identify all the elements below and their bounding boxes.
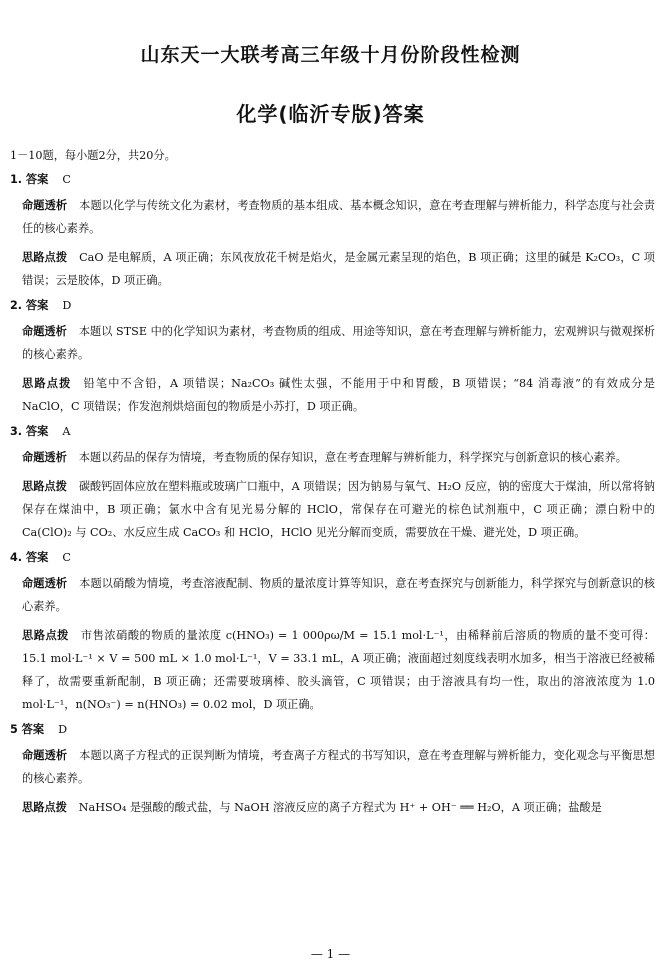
question-head [10, 298, 655, 314]
hint-label: 思路点拨 [22, 251, 68, 264]
question-block [10, 298, 655, 418]
question-block [10, 424, 655, 544]
hint-paragraph [22, 246, 655, 292]
analysis-paragraph [22, 194, 655, 240]
question-head [10, 722, 655, 738]
analysis-label: 命题透析 [22, 749, 68, 762]
hint-paragraph [22, 796, 655, 819]
answer-letter: A [62, 425, 71, 438]
question-block [10, 550, 655, 716]
hint-label: 思路点拨 [22, 377, 72, 390]
hint-label: 思路点拨 [22, 480, 67, 493]
page-subtitle: 化学(临沂专版)答案 [236, 102, 425, 126]
hint-paragraph [22, 624, 655, 716]
hint-label: 思路点拨 [22, 801, 67, 814]
answer-letter: C [62, 173, 71, 186]
answer-content [10, 148, 655, 825]
hint-text: CaO 是电解质，A 项正确；东风夜放花千树是焰火，是金属元素呈现的焰色，B 项正确；这里的碱是 K₂CO₃，C 项错误；云是胶体，D 项正确。 [22, 251, 655, 287]
analysis-label: 命题透析 [22, 325, 67, 338]
analysis-text: 本题以硝酸为情境，考查溶液配制、物质的量浓度计算等知识，意在考查探究与创新能力，科学探究与创新意识的核心素养。 [22, 577, 655, 613]
analysis-paragraph [22, 446, 655, 469]
hint-paragraph [22, 372, 655, 418]
question-number: 1. 答案 [10, 173, 49, 186]
page-title: 山东天一大联考高三年级十月份阶段性检测 [140, 44, 521, 66]
hint-text: 铅笔中不含铅，A 项错误；Na₂CO₃ 碱性太强，不能用于中和胃酸，B 项错误；“84 消毒液”的有效成分是 NaClO，C 项错误；作发泡剂烘焙面包的物质是小苏打，D 项正确。 [22, 377, 655, 413]
analysis-text: 本题以化学与传统文化为素材，考查物质的基本组成、基本概念知识，意在考查理解与辨析能力，科学态度与社会责任的核心素养。 [22, 199, 655, 235]
question-block [10, 722, 655, 819]
question-head [10, 172, 655, 188]
analysis-paragraph [22, 572, 655, 618]
analysis-label: 命题透析 [22, 577, 68, 590]
hint-text: 市售浓硝酸的物质的量浓度 c(HNO₃) = 1 000ρω/M = 15.1 mol·L⁻¹，由稀释前后溶质的物质的量不变可得：15.1 mol·L⁻¹ × V = 500 mL × 1.0 mol·L⁻¹，V = 33.1 mL，A 项正确；液面超过刻度线表明水加多，相当于溶液已经被稀释了，故需要重新配制，B 项正确；还需要玻璃棒、胶头滴管，C 项错误；由于溶液具有均一性，取出的溶液浓度为 1.0 mol·L⁻¹，n(NO₃⁻) = n(HNO₃) = 0.02 mol，D 项正确。 [22, 629, 655, 711]
analysis-paragraph [22, 744, 655, 790]
analysis-label: 命题透析 [22, 451, 67, 464]
question-head [10, 424, 655, 440]
question-number: 4. 答案 [10, 551, 49, 564]
section-intro: 1－10题，每小题2分，共20分。 [10, 149, 176, 162]
analysis-text: 本题以离子方程式的正误判断为情境，考查离子方程式的书写知识，意在考查理解与辨析能力，变化观念与平衡思想的核心素养。 [22, 749, 655, 785]
hint-paragraph [22, 475, 655, 544]
analysis-paragraph [22, 320, 655, 366]
analysis-label: 命题透析 [22, 199, 68, 212]
answer-letter: D [58, 723, 68, 736]
question-block [10, 172, 655, 292]
question-number: 3. 答案 [10, 425, 49, 438]
analysis-text: 本题以 STSE 中的化学知识为素材，考查物质的组成、用途等知识，意在考查理解与辨析能力，宏观辨识与微观探析的核心素养。 [22, 325, 655, 361]
answer-letter: C [62, 551, 71, 564]
page-number: — 1 — [310, 947, 351, 961]
hint-text: 碳酸钙固体应放在塑料瓶或玻璃广口瓶中，A 项错误；因为钠易与氧气、H₂O 反应，钠的密度大于煤油，所以常将钠保存在煤油中，B 项正确；氯水中含有见光易分解的 HClO，常保存在可避光的棕色试剂瓶中，C 项正确；漂白粉中的 Ca(ClO)₂ 与 CO₂、水反应生成 CaCO₃ 和 HClO，HClO 见光分解而变质，需要放在干燥、避光处，D 项正确。 [22, 480, 655, 539]
question-number: 2. 答案 [10, 299, 49, 312]
hint-text: NaHSO₄ 是强酸的酸式盐，与 NaOH 溶液反应的离子方程式为 H⁺ + OH⁻ ══ H₂O，A 项正确；盐酸是 [78, 801, 602, 814]
analysis-text: 本题以药品的保存为情境，考查物质的保存知识，意在考查理解与辨析能力，科学探究与创新意识的核心素养。 [78, 451, 627, 464]
question-number: 5 答案 [10, 723, 45, 736]
question-head [10, 550, 655, 566]
answer-letter: D [62, 299, 72, 312]
hint-label: 思路点拨 [22, 629, 69, 642]
